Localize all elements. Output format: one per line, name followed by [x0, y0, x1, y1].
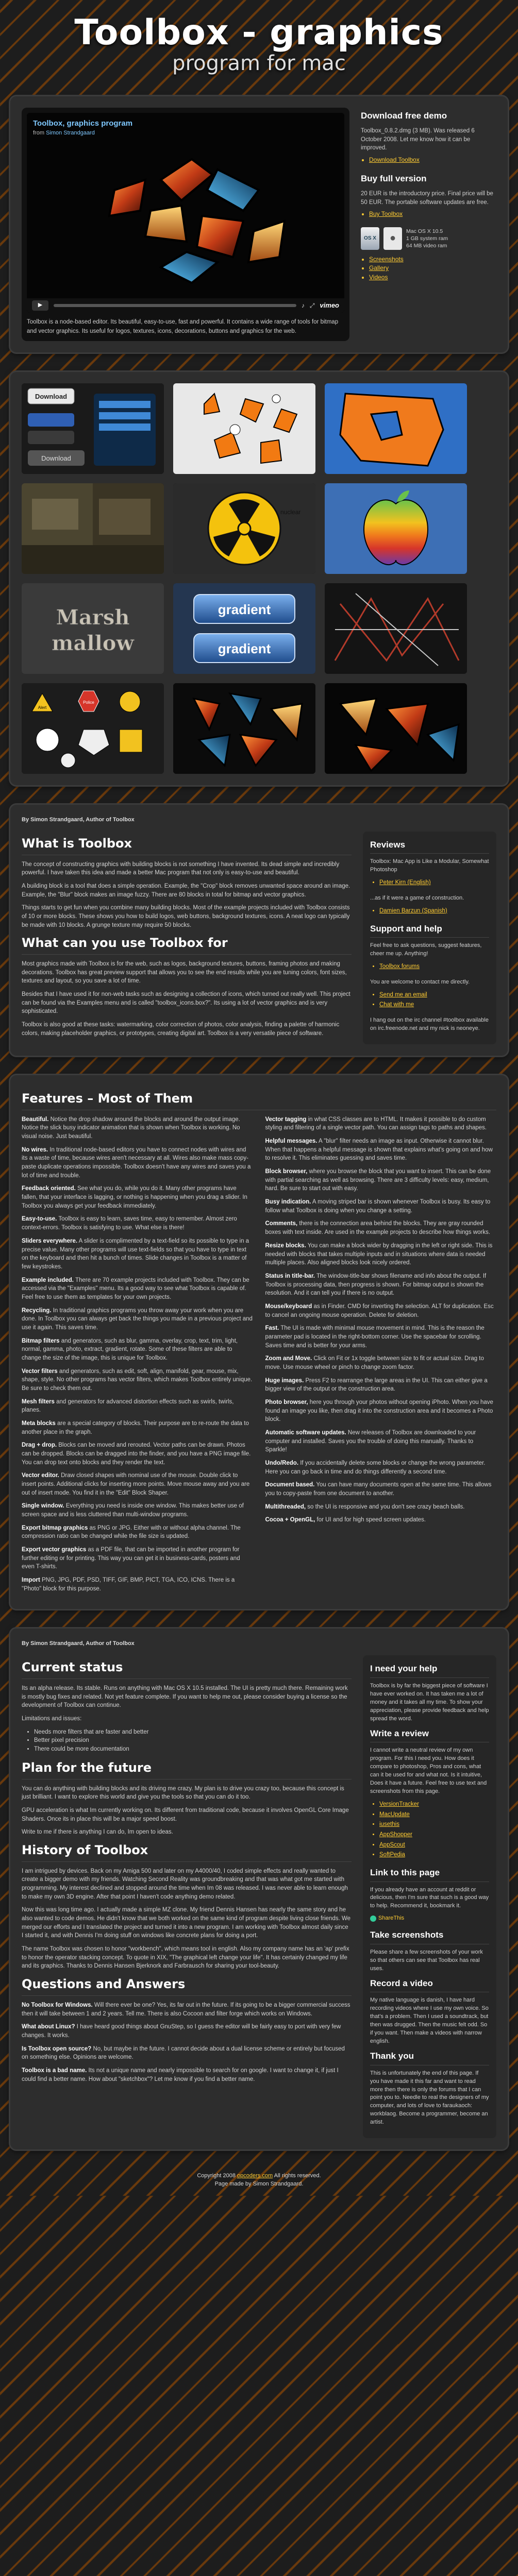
feature-text: and generators for advanced distortion effects such as swirls, twirls, planes. — [22, 1398, 234, 1414]
plan-heading: Plan for the future — [22, 1759, 352, 1780]
feature-item — [265, 1219, 497, 1236]
video-frame[interactable] — [27, 113, 344, 313]
fullscreen-icon[interactable]: ⤢ — [309, 301, 315, 309]
features-right-column — [265, 1115, 497, 1598]
history-paragraph: The name Toolbox was chosen to honor "workbench", which means tool in english. Also my company name has an 'ap' prefix to honor the operator stacking concept. To quote in XIX, "The graphical left change your life". It has certainly changed my life and its graphics. Thanks to Dennis Hansen Bjerknork and Farbrausch for sharing your tool-beauty. — [22, 1946, 349, 1970]
feature-item — [265, 1459, 497, 1476]
link-page-heading: Link to this page — [370, 1867, 489, 1882]
what-is-heading: What is Toolbox — [22, 835, 352, 855]
feature-name: Beautiful. — [22, 1116, 49, 1123]
write-review-text: I cannot write a neutral review of my own program. For this I need you. How does it compare to photoshop, Pros and cons, what can it be used for and what not. Is it intuitive, Does it have a future. Feel free to use text and screenshots from this page. — [370, 1747, 487, 1794]
feature-text: The UI is made with minimal mouse movement in mind. This is the reason the parameter pad is located in the right-bottom corner. Use the spacebar for scrolling. Saves time and is better for your arms. — [265, 1325, 484, 1349]
video-progress-bar[interactable] — [54, 304, 296, 307]
feature-text: as in Finder. CMD for inverting the selection. ALT for duplication. Esc to cancel an ongoing mouse operation. Delete for deletion. — [265, 1303, 494, 1318]
feature-item — [22, 1367, 253, 1393]
features-grid — [22, 1115, 496, 1598]
feature-item — [265, 1198, 497, 1215]
feature-text: Notice the drop shadow around the blocks and around the output image. Notice the slick busy indicator animation that is shown when Toolbox is working. No visual noise. Just beautiful. — [22, 1116, 240, 1140]
forums-link[interactable]: Toolbox forums — [379, 963, 420, 970]
qa-question: What about Linux? — [22, 2024, 75, 2030]
qa-item — [22, 2001, 352, 2018]
feature-name: Single window. — [22, 1503, 64, 1510]
feature-name: No wires. — [22, 1146, 48, 1153]
about-sidebar — [363, 832, 496, 1044]
feature-text: You can have many documents open at the same time. This allows you to copy-paste from one document to another. — [265, 1482, 492, 1497]
issues-list — [34, 1728, 352, 1754]
feature-name: Resize blocks. — [265, 1242, 306, 1249]
feature-name: Bitmap filters — [22, 1337, 60, 1344]
help-text: Toolbox is by far the biggest piece of software I have ever worked on. It has taken me a lot of money and it takes all my time. To show your appreciation, please provide feedback and help spread the word. — [370, 1682, 489, 1722]
svg-text:gradient: gradient — [218, 640, 271, 656]
masthead — [10, 0, 508, 96]
videos-link[interactable]: Videos — [369, 273, 388, 281]
about-panel — [10, 805, 508, 1056]
gallery-thumb-marshmallow[interactable] — [22, 583, 164, 674]
feature-name: Example included. — [22, 1277, 74, 1283]
link-page-text: If you already have an account at reddit or delicious, then I'm sure that such is a good way to help. Recommend it, bookmark it. — [370, 1886, 489, 1909]
review-link-english[interactable]: Peter Kirn (English) — [379, 879, 431, 886]
feature-text: are a special category of blocks. Their purpose are to re-route the data to another place in the graph. — [22, 1420, 249, 1435]
site-title: Toolbox - graphics — [74, 12, 444, 53]
feature-item — [265, 1354, 497, 1371]
feature-text: as PNG or JPG. Either with or without alpha channel. The compression ratio can be changed while the file size is updated. — [22, 1524, 241, 1540]
gallery-thumb-shards[interactable] — [173, 683, 315, 774]
feature-text: A moving striped bar is shown whenever Toolbox is busy. Its easy to follow what Toolbox is doing when you change a setting. — [265, 1199, 491, 1214]
feature-item — [265, 1115, 497, 1132]
feature-item — [265, 1324, 497, 1350]
feature-name: Automatic software updates. — [265, 1429, 346, 1436]
appshopper-link[interactable]: AppShopper — [379, 1831, 412, 1838]
macupdate-link[interactable]: MacUpdate — [379, 1811, 410, 1818]
feature-item — [22, 1546, 253, 1571]
feature-item — [22, 1146, 253, 1180]
svg-text:Download: Download — [41, 454, 71, 462]
write-review-heading: Write a review — [370, 1727, 489, 1743]
reviews-box — [363, 832, 496, 1044]
gallery-thumb-gradient[interactable] — [173, 583, 315, 674]
feature-name: Recycling. — [22, 1307, 52, 1314]
intro-panel — [10, 96, 508, 352]
buy-link[interactable]: Buy Toolbox — [369, 210, 403, 218]
list-item: • Needs more filters that are faster and better — [34, 1728, 352, 1737]
gallery-thumb-grunge[interactable] — [22, 483, 164, 574]
gallery-link[interactable]: Gallery — [369, 264, 389, 272]
qa-answer: I have heard good things about GnuStep, so I guess the editor will be fairly easy to port with very few changes. It works. — [22, 2024, 341, 2039]
review-sites-list — [379, 1800, 489, 1859]
feature-text: A "blur" filter needs an image as input. Otherwise it cannot blur. When that happens a helpful message is shown that explains what's going on and how to resolve it. This eliminates guessing and saves time. — [265, 1138, 493, 1162]
help-box — [363, 1655, 496, 2138]
features-panel — [10, 1075, 508, 1609]
qa-item — [22, 2066, 352, 2083]
sharethis-label: ShareThis — [378, 1915, 405, 1922]
video-artwork — [27, 113, 344, 313]
svg-text:Police: Police — [83, 700, 94, 705]
what-use-paragraph: Toolbox is also good at these tasks: watermarking, color correction of photos, color analysis, finding a palette of harmonic colors, making placeholder graphics, or prototypes, creating digital art. Toolbox is a very versatile piece of software. — [22, 1022, 340, 1037]
support-text: You are welcome to contact me directly. — [370, 978, 470, 985]
feature-item — [265, 1398, 497, 1424]
versiontracker-link[interactable]: VersionTracker — [379, 1801, 419, 1807]
feature-item — [265, 1429, 497, 1454]
feature-name: Sliders everywhere. — [22, 1238, 78, 1244]
list-item: • There could be more documentation — [34, 1745, 352, 1754]
qa-question: Toolbox is a bad name. — [22, 2067, 87, 2074]
play-button[interactable] — [32, 300, 48, 311]
feature-name: Huge images. — [265, 1377, 304, 1384]
feature-name: Helpful messages. — [265, 1138, 318, 1145]
buy-text: 20 EUR is the introductory price. Final price will be 50 EUR. The portable software updates are free. — [361, 191, 493, 206]
gallery-thumb-buttons[interactable] — [22, 383, 164, 474]
feature-name: Comments, — [265, 1221, 298, 1227]
download-heading: Download free demo — [361, 111, 447, 121]
author-byline: By Simon Strandgaard, Author of Toolbox — [22, 1640, 135, 1647]
features-heading: Features – Most of Them — [22, 1090, 496, 1110]
author-byline: By Simon Strandgaard, Author of Toolbox — [22, 816, 135, 823]
feature-text: There are 70 example projects included with Toolbox. They can be accessed via the "Examples" menu. Its a good way to see what Toolbox is capable of. Feel free to use them as templates for your own projects. — [22, 1277, 249, 1300]
feature-item — [22, 1184, 253, 1210]
svg-text:gradient: gradient — [218, 601, 271, 617]
gallery-thumb-dark-shards[interactable] — [325, 683, 467, 774]
video-player[interactable] — [22, 108, 349, 341]
feature-text: and generators, such as blur, gamma, overlay, crop, text, trim, light, normal, gamma, photo, extract, gradient, rotate. Some of these filters are able to change the size of the image, this is unique for Toolbox. — [22, 1337, 238, 1361]
site-subtitle: program for mac — [172, 52, 346, 76]
thankyou-heading: Thank you — [370, 2050, 489, 2065]
feature-text: Press F2 to rearrange the large areas in the UI. This can either give a bigger view of the output or the construction area. — [265, 1377, 488, 1393]
feature-name: Vector tagging — [265, 1116, 307, 1123]
gallery-thumb-stars[interactable] — [173, 383, 315, 474]
feature-name: Block browser, — [265, 1168, 308, 1175]
feature-name: Multithreaded, — [265, 1503, 306, 1510]
history-paragraph: Now this was long time ago. I actually made a simple MZ clone. My friend Dennis Hansen has nearly the same story and he also wanted to code demos. He didn't know that we both worked on the same kind of program despite living close friends. We merged our efforts and I translated the project and turned it into a new program. I am working with Toolbox almost daily since I started it, and with Dennis I'm doing stuff on windows like concrete plans for doing a port. — [22, 1907, 351, 1939]
svg-text:Download: Download — [35, 392, 68, 400]
gallery-thumb-apple[interactable] — [325, 483, 467, 574]
svg-text:Marsh: Marsh — [56, 605, 130, 630]
feature-item — [22, 1502, 253, 1519]
feature-item — [22, 1471, 253, 1497]
page-footer — [10, 2169, 508, 2196]
support-heading: Support and help — [370, 923, 489, 938]
feature-item — [265, 1302, 497, 1319]
irc-text: I hang out on the irc channel #toolbox available on irc.freenode.net and my nick is neoneye. — [370, 1017, 489, 1032]
email-link[interactable]: Send me an email — [379, 991, 427, 998]
feature-text: See what you do, while you do it. Many other programs have fallen, that your interface is lagging, or nothing is happening when you drag a slider. In Toolbox you always get your feedback immediately. — [22, 1185, 247, 1209]
share-icon — [370, 1916, 376, 1922]
feature-text: Blocks can be moved and rerouted. Vector paths can be drawn. Photos can be dropped. Blocks can be dragged into the finder, and you have a PNG image file. You can drop text onto blocks and they render the text. — [22, 1442, 251, 1466]
sharethis-button[interactable] — [370, 1914, 404, 1923]
what-is-paragraph: The concept of constructing graphics with building blocks is not something I have invented. Its dead simple and incredibly powerful. I have taken this idea and made a better Mac program that not only is easy-to-use and beautiful. — [22, 861, 340, 876]
history-paragraph: I am intrigued by devices. Back on my Amiga 500 and later on my A4000/40, I coded simple effects and really wanted to create a bigger demo with my friends. Watching Second Reality was groundbreaking and that was what got me started with programming. My interest declined and stopped around the time when Im 08 was released. I was never able to learn enough to make my own 3D engine. After that point I haven't code anything demo related. — [22, 1868, 348, 1900]
feature-text: In traditional graphics programs you throw away your work when you are done. In Toolbox you can always get back the things you made in a previous project and use it again. This saves time. — [22, 1307, 253, 1331]
feature-item — [265, 1167, 497, 1193]
footer-rights: All rights reserved. — [274, 2173, 321, 2179]
feature-text: You can make a block wider by dragging in the left or right side. This is needed with blocks that takes multiple inputs and in situations where data is needed multiple places. Also aligned blocks look nicely ordered. — [265, 1242, 493, 1266]
feature-text: in what CSS classes are to HTML. It makes it possible to do custom styling and filtering of a single vector path. You can assign tags to paths and shapes. — [265, 1116, 487, 1131]
qa-item — [22, 2045, 352, 2062]
feature-name: Undo/Redo. — [265, 1460, 299, 1466]
help-heading: I need your help — [370, 1663, 489, 1678]
what-is-paragraph: A building block is a tool that does a simple operation. Example, the "Crop" block removes unwanted space around an image. Example, the "Blur" block makes an image fuzzy. There are 80 blocks in total for bitmap and vector graphics. — [22, 883, 350, 898]
feature-item — [265, 1481, 497, 1498]
what-use-paragraph: Besides that I have used it for non-web tasks such as designing a collection of icons, which turned out really well. This project can be found via the Examples menu and is called "toolbox_icons.box?". Its using a lot of vector graphics and is very sophisticated. — [22, 991, 350, 1015]
screenshots-link[interactable]: Screenshots — [369, 255, 404, 263]
apple-logo-icon: ● — [383, 227, 402, 250]
reviews-text: ...as if it were a game of construction. — [370, 895, 464, 902]
feature-item — [22, 1441, 253, 1467]
history-heading: History of Toolbox — [22, 1841, 352, 1862]
gallery-panel — [10, 372, 508, 785]
video-author-link[interactable]: Simon Strandgaard — [46, 130, 95, 137]
screenshots-heading: Take screenshots — [370, 1929, 489, 1944]
feature-item — [22, 1419, 253, 1436]
feature-text: In traditional node-based editors you have to connect nodes with wires and its a waste of time, because wires aren't necessary at all. Wires also make mass copy-paste duplicate operations impossible. Toolbox doesn't have any wires and saves you a lot of time and trouble. — [22, 1146, 251, 1179]
feature-item — [22, 1576, 253, 1593]
download-link[interactable]: Download Toolbox — [369, 156, 420, 164]
reviews-heading: Reviews — [370, 839, 489, 854]
osx-badge-icon: OS X — [361, 227, 379, 250]
qa-question: No Toolbox for Windows. — [22, 2002, 93, 2008]
feature-text: as a PDF file, that can be imported in another program for further editing or for printing. This way you can get it in business-cards, posters and even T-shirts. — [22, 1546, 240, 1570]
feature-item — [265, 1242, 497, 1267]
status-paragraph: Limitations and issues: — [22, 1716, 82, 1722]
qa-list — [22, 2001, 352, 2083]
footer-copyright: Copyright 2008 — [197, 2173, 236, 2179]
feature-item — [265, 1137, 497, 1163]
qa-heading: Questions and Answers — [22, 1975, 352, 1996]
system-requirements — [361, 227, 496, 250]
feature-item — [22, 1215, 253, 1232]
gallery-thumb-nuclear[interactable] — [173, 483, 315, 574]
help-sidebar — [363, 1655, 496, 2138]
feature-name: Export vector graphics — [22, 1546, 87, 1553]
video-controls — [27, 298, 344, 313]
buy-heading: Buy full version — [361, 174, 427, 184]
qa-answer: Will there ever be one? Yes, its far out in the future. If its going to be a bigger commercial success then it will take between 1 and 2 years. Tell me. There is also Cocoon and filter forge which works on Windows. — [22, 2002, 350, 2017]
feature-name: Photo browser, — [265, 1399, 308, 1405]
gallery-thumb-lines[interactable] — [325, 583, 467, 674]
feature-text: and generators, such as edit, soft, align, manifold, gear, mouse, mix, shape, style. No other programs has vector filters, which makes Toolbox entirely unique. Be sure to check them out. — [22, 1368, 253, 1392]
iusethis-link[interactable]: iusethis — [379, 1821, 399, 1828]
video-title[interactable]: Toolbox, graphics program — [33, 119, 133, 128]
feature-text: New releases of Toolbox are downloaded to your computer and installed. Saves you the trouble of doing this manually. Thanks to Sparkle! — [265, 1429, 476, 1453]
download-sidebar — [361, 108, 496, 341]
feature-item — [22, 1398, 253, 1415]
feature-name: Document based. — [265, 1482, 315, 1488]
what-use-paragraph: Most graphics made with Toolbox is for the web, such as logos, background textures, buttons, framing photos and making decorations. Toolbox has great preview support that allows you to see the end results while you are tuning colors, font sizes, textures and layout, so you save a lot of time. — [22, 961, 347, 985]
status-panel — [10, 1629, 508, 2149]
feature-name: Cocoa + OpenGL, — [265, 1517, 315, 1523]
feature-name: Easy-to-use. — [22, 1216, 57, 1223]
feature-item — [265, 1503, 497, 1512]
feature-name: Vector editor. — [22, 1472, 59, 1479]
status-heading: Current status — [22, 1658, 352, 1679]
video-title-block — [33, 118, 132, 138]
feature-item — [265, 1516, 497, 1524]
feature-text: there is the connection area behind the blocks. They are gray rounded boxes with text inside. Are used in the example projects to describe how things works. — [265, 1221, 491, 1236]
vimeo-logo[interactable]: vimeo — [320, 301, 339, 309]
feature-text: A slider is complimented by a text-field so its possible to type in a precise value. Many other programs will use text-fields so that you have to type in text on the keyboard and then hit a bunch of times. Slide changes in Toolbox is a matter of few keystrokes. — [22, 1238, 249, 1270]
appscout-link[interactable]: AppScout — [379, 1841, 405, 1848]
gallery-thumb-puzzle[interactable] — [325, 383, 467, 474]
thankyou-text: This is unfortunately the end of this page. If you have made it this far and want to read more then there is only the forums that I can point you to. Needle to real the designers of my computer, and lots of love to faraukaoch: workblaog. Become a programmer, become an artist. — [370, 2070, 489, 2126]
feature-item — [265, 1377, 497, 1394]
screenshots-text: Please share a few screenshots of your work so that others can see that Toolbox has real uses. — [370, 1948, 483, 1972]
feature-item — [22, 1115, 253, 1141]
volume-icon[interactable]: ♪ — [301, 301, 305, 309]
svg-text:mallow: mallow — [52, 631, 134, 655]
list-item: • Better pixel precision — [34, 1736, 352, 1745]
requirements-text: Mac OS X 10.5 1 GB system ram 64 MB video ram — [406, 228, 448, 249]
qa-answer: No, but maybe in the future. I cannot decide about a dual license scheme or entirely but focused on something else. Opinions are welcome. — [22, 2045, 345, 2061]
feature-name: Export bitmap graphics — [22, 1524, 88, 1531]
feature-item — [22, 1276, 253, 1302]
status-paragraph: Its an alpha release. Its stable. Runs on anything with Mac OS X 10.5 installed. The UI is pretty much there. Remaining work is mostly bug fixes and related. Not yet feature complete. If you want to help me out, please consider buying a license so the development of Toolbox can continue. — [22, 1685, 348, 1709]
reviews-text: Toolbox: Mac App is Like a Modular, Somewhat Photoshop — [370, 858, 489, 873]
feature-text: where you browse the block that you want to insert. This can be done with partial searching as well as browsing. There are 3 difficulty levels: easy, medium, hard. Be sure to start out with easy. — [265, 1168, 491, 1192]
feature-item — [22, 1307, 253, 1332]
video-byline — [33, 129, 132, 138]
footer-made-by: Page made by Simon Strandgaard. — [214, 2181, 304, 2188]
play-icon: ▶ — [38, 302, 43, 309]
record-video-text: My native language is danish, I have hard recording videos where I use my own voice. So that's a problem. Then I used a soundtrack, but then was drugged. Then the music felt odd. So if you want. Then make a videos with narrow english. — [370, 1997, 489, 2045]
what-is-paragraph: Things starts to get fun when you combine many building blocks. Most of the example projects included with Toolbox consists of 10 or more blocks. These shows you how to build logos, web buttons, background textures, icons. A neat logo can typically be made with 10 blocks. A grunge texture may require 50 blocks. — [22, 905, 350, 928]
plan-paragraph: GPU acceleration is what Im currently working on. Its different from traditional code, because it involves OpenGL Core Image Shaders. Once its in place this will be a major speed boost. — [22, 1807, 349, 1822]
feature-name: Fast. — [265, 1325, 279, 1332]
feature-text: If you accidentally delete some blocks or change the wrong parameter. Here you can go back in time and do things differently a second time. — [265, 1460, 486, 1475]
feature-name: Feedback oriented. — [22, 1185, 76, 1192]
feature-name: Meta blocks — [22, 1420, 56, 1427]
plan-paragraph: You can do anything with building blocks and its driving me crazy. My plan is to drive you crazy too, because this concept is just brilliant. I want to explore this world and give you the tools so that you can do it too. — [22, 1785, 344, 1801]
what-use-heading: What can you use Toolbox for — [22, 934, 352, 955]
feature-item — [22, 1524, 253, 1541]
download-text: Toolbox_0.8.2.dmg (3 MB). Was released 6 October 2008. Let me know how it can be improved. — [361, 128, 475, 151]
feature-name: Import — [22, 1577, 40, 1583]
features-left-column — [22, 1115, 253, 1598]
feature-name: Zoom and Move. — [265, 1355, 312, 1362]
svg-text:Alert: Alert — [38, 705, 47, 710]
feature-name: Status in title-bar. — [265, 1273, 315, 1279]
feature-name: Vector filters — [22, 1368, 58, 1375]
footer-site-link[interactable]: opcoders.com — [237, 2173, 273, 2179]
feature-name: Mouse/keyboard — [265, 1303, 312, 1310]
video-by-prefix: from — [33, 130, 44, 137]
gallery-thumb-signs[interactable] — [22, 683, 164, 774]
feature-text: here you through your photos without opening iPhoto. When you have found an image you like, then drag it into the construction area and it becomes a Photo block. — [265, 1399, 493, 1423]
qa-question: Is Toolbox open source? — [22, 2045, 92, 2052]
video-caption: Toolbox is a node-based editor. Its beautiful, easy-to-use, fast and powerful. It contains a wide range of tools for bitmap and vector graphics. Its useful for logos, textures, icons, decorations, buttons and graphics for the web. — [27, 319, 339, 334]
feature-name: Drag + drop. — [22, 1442, 57, 1449]
feature-item — [265, 1272, 497, 1298]
feature-name: Busy indication. — [265, 1199, 311, 1206]
svg-text:nuclear: nuclear — [280, 508, 301, 516]
qa-item — [22, 2023, 352, 2040]
feature-text: Everything you need is inside one window. This makes better use of screen space and is less cluttered than multi-window programs. — [22, 1503, 244, 1518]
feature-text: for UI and for high speed screen updates. — [316, 1517, 426, 1523]
feature-text: PNG, JPG, PDF, PSD, TIFF, GIF, BMP, PICT, TGA, ICO, ICNS. There is a "Photo" block for this purpose. — [22, 1577, 235, 1592]
feature-text: The window-title-bar shows filename and info about the output. If Toolbox is processing data, then progress is shown. For bitmap output is shown the resolution. And it can tell you if there is no output. — [265, 1273, 487, 1297]
feature-text: Draw closed shapes with nominal use of the mouse. Double click to insert points. Additional clicks for inserting more points. Move mouse away and you are out of insert mode. You find it in the "Edit" Block Shaper. — [22, 1472, 250, 1496]
qa-answer: Its not a unique name and nearly impossible to search for on google. I want to change it, if just I could find a better name. How about "sketchbox"? Let me know if you find a better name. — [22, 2067, 339, 2082]
media-links — [369, 255, 496, 282]
feature-text: Click on Fit or 1x toggle between size to fit or actual size. Drag to move. Use mouse wheel or pinch to change zoom factor. — [265, 1355, 484, 1370]
feature-text: Toolbox is easy to learn, saves time, easy to remember. Almost zero context-errors. Toolbox is satisfying to use. What else is there! — [22, 1216, 237, 1231]
review-link-spanish[interactable]: Damien Barzun (Spanish) — [379, 907, 447, 914]
feature-item — [22, 1237, 253, 1272]
gallery-grid — [22, 383, 496, 774]
plan-paragraph: Write to me if there is anything I can do, Im open to ideas. — [22, 1829, 173, 1836]
feature-name: Mesh filters — [22, 1398, 55, 1405]
feature-text: so the UI is responsive and you don't see crazy beach balls. — [307, 1503, 465, 1510]
chat-link[interactable]: Chat with me — [379, 1002, 414, 1008]
record-video-heading: Record a video — [370, 1977, 489, 1993]
softpedia-link[interactable]: SoftPedia — [379, 1852, 405, 1858]
support-text: Feel free to ask questions, suggest features, cheer me up. Anything! — [370, 942, 482, 957]
feature-item — [22, 1337, 253, 1363]
